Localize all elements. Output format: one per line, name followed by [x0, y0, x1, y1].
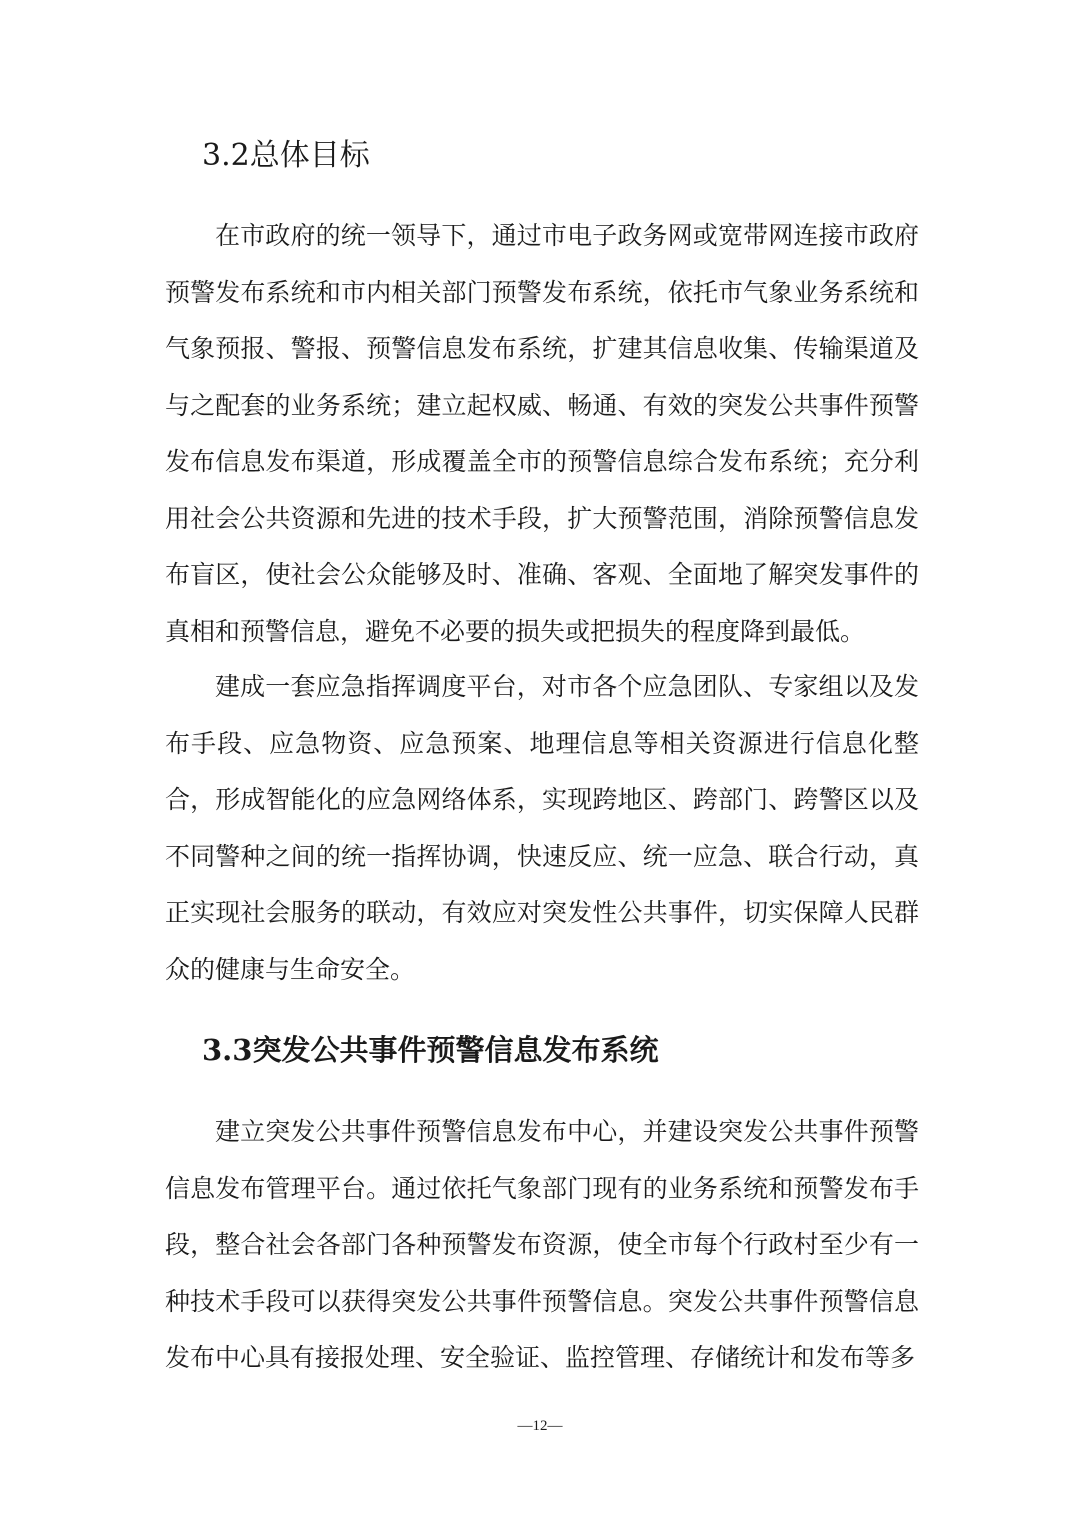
paragraph: 建立突发公共事件预警信息发布中心，并建设突发公共事件预警信息发布管理平台。通过依托气象部门现有的业务系统和预警发布手段，整合社会各部门各种预警发布资源，使全市每个行政村至少有一种技术手段可以获得突发公共事件预警信息。突发公共事件预警信息发布中心具有接报处理、安全验证、监控管理、存储统计和发布等多 [165, 1117, 919, 1372]
paragraph: 建成一套应急指挥调度平台，对市各个应急团队、专家组以及发布手段、应急物资、应急预案、地理信息等相关资源进行信息化整合，形成智能化的应急网络体系，实现跨地区、跨部门、跨警区以及不同警种之间的统一指挥协调，快速反应、统一应急、联合行动，真正实现社会服务的联动，有效应对突发性公共事件，切实保障人民群众的健康与生命安全。 [165, 672, 919, 984]
section-heading-warning-system: 3.3突发公共事件预警信息发布系统 [202, 1033, 659, 1067]
paragraph: 在市政府的统一领导下，通过市电子政务网或宽带网连接市政府预警发布系统和市内相关部门预警发布系统，依托市气象业务系统和气象预报、警报、预警信息发布系统，扩建其信息收集、传输渠道及与之配套的业务系统；建立起权威、畅通、有效的突发公共事件预警发布信息发布渠道，形成覆盖全市的预警信息综合发布系统；充分利用社会公共资源和先进的技术手段，扩大预警范围，消除预警信息发布盲区，使社会公众能够及时、准确、客观、全面地了解突发事件的真相和预警信息，避免不必要的损失或把损失的程度降到最低。 [165, 221, 919, 646]
section-heading-overall-goal: 3.2总体目标 [202, 138, 370, 173]
page-number: —12— [517, 1418, 563, 1434]
